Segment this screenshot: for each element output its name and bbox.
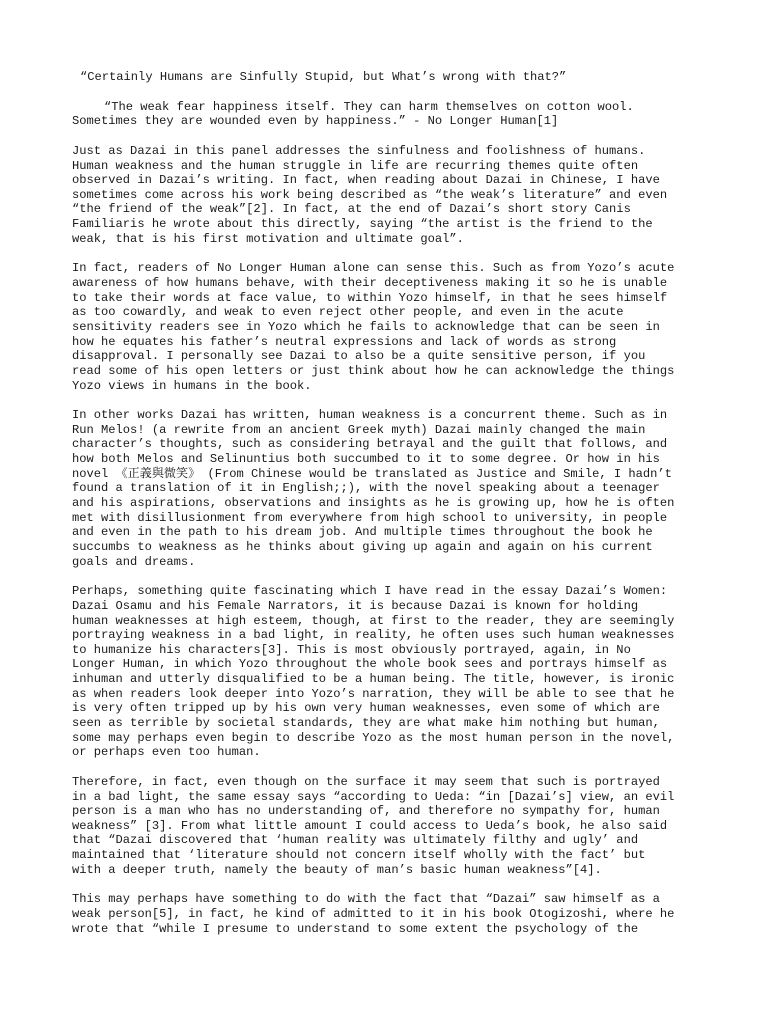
text-line: is very often tripped up by his own very human weaknesses, even some of which are <box>72 701 660 716</box>
text-line: disapproval. I personally see Dazai to also be a quite sensitive person, if you <box>72 349 646 364</box>
text-line: observed in Dazai’s writing. In fact, when reading about Dazai in Chinese, I have <box>72 173 660 188</box>
text-line: read some of his open letters or just think about how he can acknowledge the things <box>72 363 675 378</box>
text-line: In other works Dazai has written, human weakness is a concurrent theme. Such as in <box>72 408 668 423</box>
epigraph-line: Sometimes they are wounded even by happiness.” - No Longer Human[1] <box>72 114 559 129</box>
text-line: and even in the path to his dream job. And multiple times throughout the book he <box>72 525 653 540</box>
text-line: “the friend of the weak”[2]. In fact, at the end of Dazai’s short story Canis <box>72 202 631 217</box>
document-title <box>72 70 712 85</box>
text-line: This may perhaps have something to do with the fact that “Dazai” saw himself as a <box>72 892 660 907</box>
text-line: goals and dreams. <box>72 554 196 569</box>
title-line: “Certainly Humans are Sinfully Stupid, but What’s wrong with that?” <box>80 70 567 84</box>
text-line: Longer Human, in which Yozo throughout the whole book sees and portrays himself as <box>72 657 668 672</box>
text-line: that “Dazai discovered that ‘human reality was ultimately filthy and ugly’ and <box>72 833 639 848</box>
text-line: found a translation of it in English;;), with the novel speaking about a teenager <box>72 481 660 496</box>
text-line: weak, that is his first motivation and ultimate goal”. <box>72 231 464 246</box>
text-line: as too cowardly, and weak to even reject other people, and even in the acute <box>72 305 624 320</box>
paragraph-6 <box>72 892 712 936</box>
text-line: seen as terrible by societal standards, they are what make him nothing but human, <box>72 715 660 730</box>
paragraph-5 <box>72 775 712 877</box>
text-line: human weaknesses at high esteem, though, at first to the reader, they are seemingly <box>72 613 675 628</box>
text-line: weak person[5], in fact, he kind of admitted to it in his book Otogizoshi, where he <box>72 907 675 922</box>
text-line: maintained that ‘literature should not concern itself wholly with the fact’ but <box>72 848 646 863</box>
paragraph-4 <box>72 584 712 760</box>
text-line: sensitivity readers see in Yozo which he fails to acknowledge that can be seen in <box>72 319 660 334</box>
text-line: as when readers look deeper into Yozo’s narration, they will be able to see that he <box>72 686 675 701</box>
epigraph-quote <box>72 100 712 129</box>
document-page <box>72 70 712 951</box>
text-line: Yozo views in humans in the book. <box>72 378 312 393</box>
text-line: In fact, readers of No Longer Human alone can sense this. Such as from Yozo’s acute <box>72 261 675 276</box>
paragraph-1 <box>72 144 712 246</box>
text-line: to take their words at face value, to within Yozo himself, in that he sees himself <box>72 290 668 305</box>
text-line: with a deeper truth, namely the beauty of man’s basic human weakness”[4]. <box>72 862 602 877</box>
text-line: weakness” [3]. From what little amount I could access to Ueda’s book, he also said <box>72 818 668 833</box>
text-line: some may perhaps even begin to describe Yozo as the most human person in the novel, <box>72 730 675 745</box>
text-line: how both Melos and Selinuntius both succumbed to it to some degree. Or how in his <box>72 452 660 467</box>
epigraph-line: “The weak fear happiness itself. They can harm themselves on cotton wool. <box>104 99 634 114</box>
text-line: Dazai Osamu and his Female Narrators, it is because Dazai is known for holding <box>72 598 639 613</box>
text-line: sometimes come across his work being described as “the weak’s literature” and even <box>72 187 668 202</box>
text-line: character’s thoughts, such as considering betrayal and the guilt that follows, and <box>72 437 668 452</box>
text-line: succumbs to weakness as he thinks about giving up again and again on his current <box>72 539 653 554</box>
text-line: inhuman and utterly disqualified to be a human being. The title, however, is ironic <box>72 672 675 687</box>
text-line: awareness of how humans behave, with their deceptiveness making it so he is unable <box>72 276 668 291</box>
text-line: and his aspirations, observations and insights as he is growing up, how he is often <box>72 496 675 511</box>
text-line: Human weakness and the human struggle in life are recurring themes quite often <box>72 158 639 173</box>
text-line: Perhaps, something quite fascinating which I have read in the essay Dazai’s Women: <box>72 584 668 599</box>
text-line: met with disillusionment from everywhere from high school to university, in people <box>72 510 668 525</box>
text-line: wrote that “while I presume to understand to some extent the psychology of the <box>72 921 639 936</box>
text-line: Run Melos! (a rewrite from an ancient Greek myth) Dazai mainly changed the main <box>72 422 646 437</box>
text-line: Therefore, in fact, even though on the surface it may seem that such is portrayed <box>72 774 660 789</box>
text-line: or perhaps even too human. <box>72 745 261 760</box>
text-line: how he equates his father’s neutral expressions and lack of words as strong <box>72 334 617 349</box>
text-line: person is a man who has no understanding of, and therefore no sympathy for, human <box>72 804 660 819</box>
text-line: in a bad light, the same essay says “according to Ueda: “in [Dazai’s] view, an evil <box>72 789 675 804</box>
text-line: novel 《正義與微笑》 (From Chinese would be translated as Justice and Smile, I hadn’t <box>72 466 672 481</box>
text-line: to humanize his characters[3]. This is most obviously portrayed, again, in No <box>72 642 631 657</box>
text-line: portraying weakness in a bad light, in reality, he often uses such human weaknesses <box>72 628 675 643</box>
text-line: Familiaris he wrote about this directly, saying “the artist is the friend to the <box>72 217 653 232</box>
paragraph-3 <box>72 408 712 569</box>
paragraph-2 <box>72 261 712 393</box>
text-line: Just as Dazai in this panel addresses the sinfulness and foolishness of humans. <box>72 143 646 158</box>
